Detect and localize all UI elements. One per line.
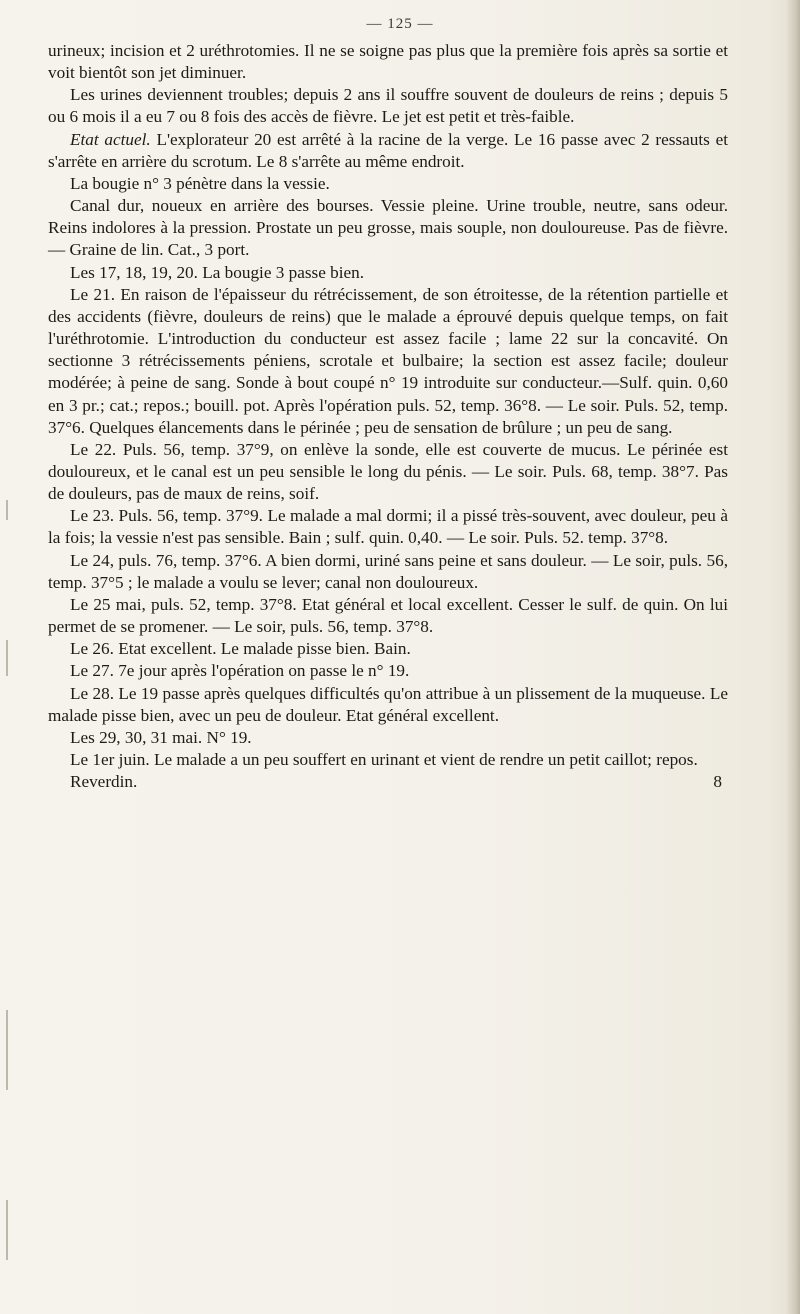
paragraph: Le 26. Etat excellent. Le malade pisse bien. Bain. bbox=[70, 639, 411, 659]
paragraph: Les 29, 30, 31 mai. N° 19. bbox=[70, 727, 252, 747]
paragraph bbox=[48, 129, 728, 173]
paragraph: Le 21. En raison de l'épaisseur du rétrécissement, de son étroitesse, de la rétention partielle et des accidents (fièvre, douleurs de reins) que le malade a éprouvé depuis quelque temps, on fait l'uréthrotomie. L'introduction du conducteur est assez facile ; lame 22 sur la concavité. On sectionne 3 rétrécissements péniens, scrotale et bulbaire; la section est assez facile; douleur modérée; à peine de sang. Sonde à bout coupé n° 19 introduite sur conducteur.—Sulf. quin. 0,60 en 3 pr.; cat.; repos.; bouill. pot. Après l'opération puls. 52, temp. 36°8. — Le soir. Puls. 52, temp. 37°6. Quelques élancements dans le périnée ; peu de sensation de brûlure ; un peu de sang. bbox=[48, 284, 728, 437]
margin-mark bbox=[6, 1010, 8, 1090]
paragraph: Le 1er juin. Le malade a un peu souffert en urinant et vient de rendre un petit caillot; repos. bbox=[70, 750, 698, 769]
paragraph: Le 22. Puls. 56, temp. 37°9, on enlève la sonde, elle est couverte de mucus. Le périnée est douloureux, et le canal est un peu sensible le long du pénis. — Le soir. Puls. 68, temp. 38°7. Pas de douleurs, pas de maux de reins, soif. bbox=[48, 439, 728, 504]
section-label: Etat actuel. bbox=[70, 129, 151, 149]
paragraph: La bougie n° 3 pénètre dans la vessie. bbox=[70, 173, 330, 193]
page-number: — 125 — bbox=[366, 16, 434, 32]
margin-mark bbox=[6, 640, 8, 676]
paragraph: Les urines deviennent troubles; depuis 2 ans il souffre souvent de douleurs de reins ; depuis 5 ou 6 mois il a eu 7 ou 8 fois des accès de fièvre. Le jet est petit et très-faible. bbox=[48, 85, 728, 127]
paragraph: Le 23. Puls. 56, temp. 37°9. Le malade a mal dormi; il a pissé très-souvent, avec douleur, peu à la fois; la vessie n'est pas sensible. Bain ; sulf. quin. 0,40. — Le soir. Puls. 52. temp. 37°8. bbox=[48, 506, 728, 548]
footer-row bbox=[48, 771, 728, 793]
margin-mark bbox=[6, 500, 8, 520]
paragraph: Les 17, 18, 19, 20. La bougie 3 passe bien. bbox=[70, 262, 365, 282]
paragraph: Le 27. 7e jour après l'opération on passe le n° 19. bbox=[70, 661, 410, 681]
sheet-number: 8 bbox=[713, 772, 722, 792]
paragraph: Canal dur, noueux en arrière des bourses. Vessie pleine. Urine trouble, neutre, sans odeur. Reins indolores à la pression. Prostate un peu grosse, mais souple, non douloureuse. Pas de fièvre. — Graine de lin. Cat., 3 port. bbox=[48, 196, 728, 260]
paragraph: urineux; incision et 2 uréthrotomies. Il ne se soigne pas plus que la première fois après sa sortie et voit bientôt son jet diminuer. bbox=[48, 41, 728, 83]
paragraph: Le 28. Le 19 passe après quelques difficultés qu'on attribue à un plissement de la muqueuse. Le malade pisse bien, avec un peu de douleur. Etat général excellent. bbox=[48, 683, 728, 725]
signature: Reverdin. bbox=[70, 772, 138, 792]
paragraph: Le 25 mai, puls. 52, temp. 37°8. Etat général et local excellent. Cesser le sulf. de quin. On lui permet de se promener. — Le soir, puls. 56, temp. 37°8. bbox=[48, 594, 728, 637]
margin-mark bbox=[6, 1200, 8, 1260]
page-edge-shadow bbox=[786, 0, 800, 1314]
paragraph: Le 24, puls. 76, temp. 37°6. A bien dormi, uriné sans peine et sans douleur. — Le soir, puls. 56, temp. 37°5 ; le malade a voulu se lever; canal non douloureux. bbox=[48, 550, 728, 592]
body-text bbox=[48, 40, 728, 793]
paragraph-text: L'explorateur 20 est arrêté à la racine de la verge. Le 16 passe avec 2 ressauts et s'arrête en arrière du scrotum. Le 8 s'arrête au même endroit. bbox=[48, 129, 728, 171]
